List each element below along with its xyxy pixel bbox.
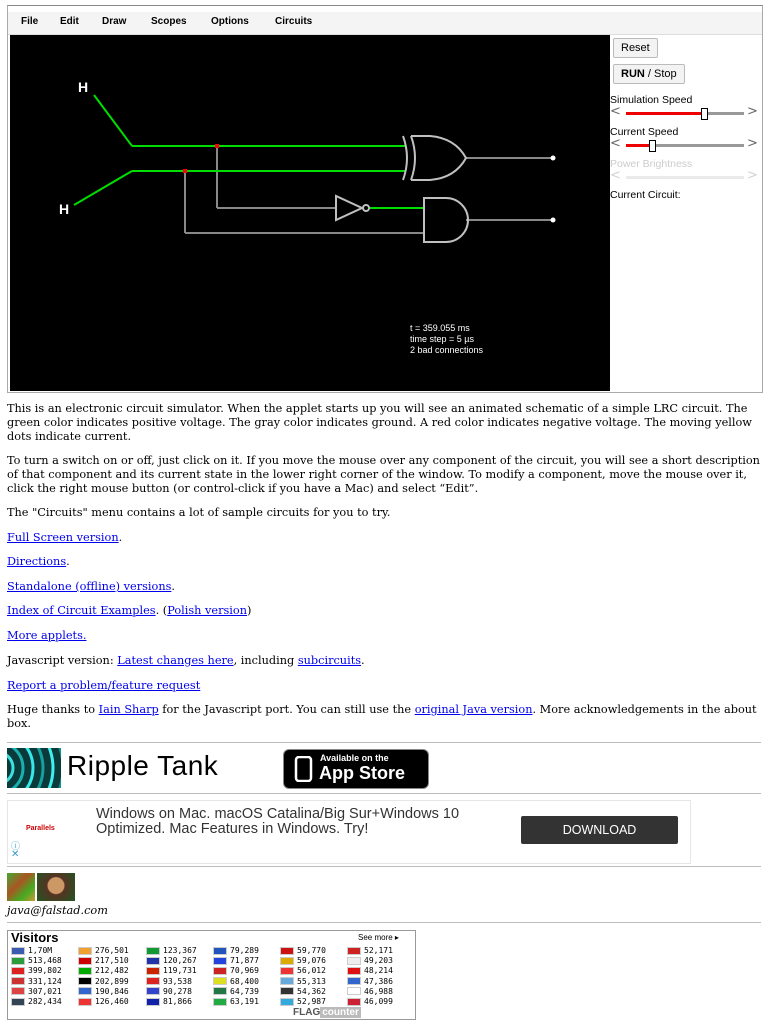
visitor-count: 123,367 (163, 946, 197, 955)
output-terminal[interactable] (551, 218, 556, 223)
see-more-link[interactable]: See more ▸ (358, 933, 399, 942)
visitor-country-row (213, 987, 259, 996)
xor-gate[interactable] (403, 136, 466, 180)
standalone-link[interactable]: Standalone (offline) versions (7, 580, 172, 593)
control-sidebar (610, 35, 762, 391)
visitor-count: 119,731 (163, 966, 197, 976)
visitor-count: 54,362 (297, 986, 326, 996)
visitor-count: 52,987 (297, 997, 326, 1006)
current-speed-label: Current Speed (610, 126, 679, 138)
visitor-count: 126,460 (95, 997, 129, 1006)
visitor-country-row (347, 987, 393, 996)
original-java-link[interactable]: original Java version (414, 703, 533, 716)
visitor-country-row (78, 946, 129, 955)
including-text: , including (233, 654, 298, 667)
menu-bar (8, 12, 762, 35)
thanks-prefix: Huge thanks to (7, 703, 99, 716)
visitor-country-row (280, 997, 326, 1006)
country-flag-icon (11, 977, 25, 985)
visitor-country-row (78, 956, 129, 965)
visitor-country-row (146, 956, 197, 965)
high-voltage-wires (74, 95, 424, 208)
more-applets-link[interactable]: More applets. (7, 629, 87, 642)
visitor-country-row (213, 946, 259, 955)
visitor-count: 331,124 (28, 976, 62, 986)
contact-email: java@falstad.com (7, 904, 108, 917)
directions-line: Directions. (7, 555, 70, 568)
visitor-count: 56,012 (297, 966, 326, 976)
country-flag-icon (11, 967, 25, 975)
menu-draw[interactable]: Draw (102, 16, 127, 27)
country-flag-icon (347, 957, 361, 965)
visitor-country-row (213, 966, 259, 975)
country-flag-icon (78, 977, 92, 985)
thanks-paragraph (7, 703, 762, 731)
country-flag-icon (213, 987, 227, 995)
visitor-country-row (11, 997, 62, 1006)
visitor-country-row (347, 977, 393, 986)
country-flag-icon (213, 957, 227, 965)
ground-wires (185, 146, 553, 233)
visitor-country-row (11, 956, 62, 965)
ripple-tank-logo-icon[interactable] (7, 748, 61, 788)
simulation-speed-slider[interactable] (610, 104, 758, 120)
standalone-line: Standalone (offline) versions. (7, 580, 175, 593)
reset-button[interactable]: Reset (613, 38, 658, 58)
time-readout: t = 359.055 ms (410, 323, 470, 333)
ad-close-icon[interactable]: ✕ (11, 849, 20, 860)
country-flag-icon (78, 998, 92, 1006)
visitor-country-row (146, 987, 192, 996)
divider (7, 742, 761, 743)
visitor-count: 48,214 (364, 966, 393, 976)
country-flag-icon (11, 957, 25, 965)
visitor-count: 217,510 (95, 956, 129, 966)
visitor-country-row (347, 946, 393, 955)
country-flag-icon (146, 998, 160, 1006)
slider-knob[interactable] (701, 108, 708, 120)
visitor-country-row (78, 997, 129, 1006)
visitor-country-row (213, 977, 259, 986)
visitor-count: 59,770 (297, 946, 326, 955)
power-brightness-label: Power Brightness (610, 158, 693, 170)
visitor-count: 52,171 (364, 946, 393, 955)
visitor-country-row (146, 946, 197, 955)
country-flag-icon (78, 987, 92, 995)
circuit-schematic[interactable] (10, 35, 610, 391)
visitor-country-row (11, 977, 62, 986)
menu-file[interactable]: File (21, 16, 39, 27)
slider-knob[interactable] (649, 140, 656, 152)
visitor-country-row (213, 997, 259, 1006)
visitor-count: 202,899 (95, 976, 129, 986)
latest-changes-link[interactable]: Latest changes here (117, 654, 234, 667)
visitor-count: 513,468 (28, 956, 62, 966)
country-flag-icon (280, 957, 294, 965)
visitor-count: 399,802 (28, 966, 62, 976)
visitor-count: 120,267 (163, 956, 197, 966)
country-flag-icon (347, 987, 361, 995)
usage-paragraph: To turn a switch on or off, just click on it. If you move the mouse over any component of the circuit, you will see a short description of that component and its current state in the lower right corner of the window. To modify a component, move the mouse over it, click the right mouse button (or control-click if you have a Mac) and select “Edit”. (7, 454, 760, 495)
country-flag-icon (280, 987, 294, 995)
visitor-count: 64,739 (230, 986, 259, 996)
slider-right-arrow-icon[interactable]: > (747, 104, 758, 119)
visitor-country-row (146, 977, 192, 986)
and-gate[interactable] (424, 198, 468, 242)
flag-counter-logo-b: counter (322, 1007, 359, 1018)
circuit-applet (7, 5, 763, 393)
visitors-title: Visitors (11, 930, 59, 945)
subcircuits-link[interactable]: subcircuits (297, 654, 362, 667)
country-flag-icon (280, 967, 294, 975)
visitor-country-row (146, 997, 192, 1006)
full-screen-link[interactable]: Full Screen version (7, 531, 119, 544)
visitor-count: 90,278 (163, 986, 192, 996)
visitor-count: 276,501 (95, 946, 129, 955)
menu-options[interactable]: Options (211, 16, 249, 27)
report-line (7, 679, 762, 693)
input-switch-label[interactable]: H (59, 201, 70, 217)
iain-sharp-link[interactable]: Iain Sharp (98, 703, 159, 716)
not-gate[interactable] (336, 196, 369, 220)
flag-counter-logo[interactable] (293, 1007, 361, 1018)
app-store-badge[interactable] (283, 749, 429, 789)
divider (7, 922, 761, 923)
visitor-country-row (347, 966, 393, 975)
current-speed-slider[interactable] (610, 136, 758, 152)
country-flag-icon (146, 957, 160, 965)
more-applets-line (7, 629, 762, 643)
flag-counter-logo-a: FLAG (293, 1007, 321, 1018)
junction-post (183, 169, 187, 173)
slider-left-arrow-icon[interactable]: < (610, 136, 621, 151)
slider-right-arrow-icon: > (747, 168, 758, 183)
country-flag-icon (78, 947, 92, 955)
junction-post (215, 144, 219, 148)
app-store-small-text: Available on the (320, 753, 389, 763)
country-flag-icon (280, 977, 294, 985)
output-terminal[interactable] (551, 156, 556, 161)
visitor-country-row (347, 997, 393, 1006)
avatar (7, 873, 35, 901)
country-flag-icon (347, 977, 361, 985)
menu-edit[interactable]: Edit (60, 16, 79, 27)
ripple-tank-promo[interactable] (7, 747, 467, 789)
visitor-country-row (11, 966, 62, 975)
visitor-count: 81,866 (163, 997, 192, 1006)
country-flag-icon (11, 987, 25, 995)
visitor-country-row (78, 987, 129, 996)
current-circuit-label: Current Circuit: (610, 189, 681, 201)
visitor-count: 55,313 (297, 976, 326, 986)
visitor-country-row (11, 946, 52, 955)
advertisement[interactable] (7, 800, 691, 864)
thanks-end: . More acknowledgements in the about box. (7, 703, 757, 730)
country-flag-icon (213, 947, 227, 955)
visitor-country-row (213, 956, 259, 965)
country-flag-icon (280, 947, 294, 955)
visitor-country-row (280, 987, 326, 996)
full-screen-line: Full Screen version. (7, 531, 123, 544)
index-link[interactable]: Index of Circuit Examples (7, 604, 156, 617)
country-flag-icon (11, 947, 25, 955)
visitor-count: 59,076 (297, 956, 326, 966)
visitor-country-row (78, 977, 129, 986)
country-flag-icon (78, 957, 92, 965)
country-flag-icon (213, 977, 227, 985)
divider (7, 793, 761, 794)
visitor-count: 46,099 (364, 997, 393, 1006)
country-flag-icon (146, 987, 160, 995)
divider (7, 866, 761, 867)
visitor-count: 46,988 (364, 986, 393, 996)
visitor-count: 93,538 (163, 976, 192, 986)
js-prefix: Javascript version: (7, 654, 118, 667)
visitor-count: 71,877 (230, 956, 259, 966)
visitor-count: 307,021 (28, 986, 62, 996)
visitor-country-row (11, 987, 62, 996)
circuits-menu-paragraph: The "Circuits" menu contains a lot of sample circuits for you to try. (7, 506, 391, 519)
ad-info-icon[interactable]: ⓘ (11, 841, 21, 851)
slider-left-arrow-icon[interactable]: < (610, 104, 621, 119)
visitor-count: 68,400 (230, 976, 259, 986)
phone-icon (294, 756, 314, 782)
menu-scopes[interactable]: Scopes (151, 16, 187, 27)
country-flag-icon (146, 947, 160, 955)
country-flag-icon (347, 947, 361, 955)
stop-label: / Stop (644, 68, 677, 80)
app-store-big-text: App Store (319, 763, 406, 783)
report-link[interactable]: Report a problem/feature request (7, 679, 201, 692)
visitor-country-row (146, 966, 197, 975)
visitor-count: 190,846 (95, 986, 129, 996)
ad-text[interactable]: Windows on Mac. macOS Catalina/Big Sur+Windows 10 Optimized. Mac Features in Windows. Try! (96, 806, 460, 837)
ad-brand-logo[interactable]: Parallels (26, 825, 55, 832)
country-flag-icon (280, 998, 294, 1006)
visitor-count: 282,434 (28, 997, 62, 1006)
avatar (37, 873, 75, 901)
visitor-country-row (347, 956, 393, 965)
intro-paragraph: This is an electronic circuit simulator. When the applet starts up you will see an animated schematic of a simple LRC circuit. The green color indicates positive voltage. The gray color indicates ground. A red color indicates negative voltage. The moving yellow dots indicate current. (7, 402, 752, 443)
slider-right-arrow-icon[interactable]: > (747, 136, 758, 151)
simulation-speed-label: Simulation Speed (610, 94, 693, 106)
polish-link[interactable]: Polish version (167, 604, 247, 617)
index-line: Index of Circuit Examples. (Polish version) (7, 604, 252, 617)
country-flag-icon (78, 967, 92, 975)
visitor-country-row (280, 946, 326, 955)
run-stop-button[interactable] (613, 64, 685, 84)
bad-connections-readout: 2 bad connections (410, 345, 484, 355)
circuit-canvas[interactable] (10, 35, 610, 391)
visitor-count: 47,386 (364, 976, 393, 986)
see-more-text: See more (358, 933, 393, 942)
country-flag-icon (146, 977, 160, 985)
time-step-readout: time step = 5 µs (410, 334, 474, 344)
run-label: RUN (621, 68, 645, 80)
visitor-country-row (78, 966, 129, 975)
visitor-country-row (280, 966, 326, 975)
country-flag-icon (347, 967, 361, 975)
visitor-count: 1,70M (28, 946, 53, 955)
country-flag-icon (146, 967, 160, 975)
country-flag-icon (347, 998, 361, 1006)
visitor-country-row (280, 977, 326, 986)
country-flag-icon (213, 998, 227, 1006)
input-switch-label[interactable]: H (78, 79, 89, 95)
country-flag-icon (213, 967, 227, 975)
slider-left-arrow-icon: < (610, 168, 621, 183)
javascript-line: Javascript version: Latest changes here, including subcircuits. (7, 654, 365, 667)
visitor-count: 49,203 (364, 956, 393, 966)
menu-circuits[interactable]: Circuits (275, 16, 313, 27)
ripple-tank-title[interactable]: Ripple Tank (67, 750, 219, 781)
thanks-mid: for the Javascript port. You can still use the (158, 703, 415, 716)
visitor-country-row (280, 956, 326, 965)
ad-download-button[interactable]: DOWNLOAD (521, 816, 678, 844)
directions-link[interactable]: Directions (7, 555, 67, 568)
visitor-count: 70,969 (230, 966, 259, 976)
flag-counter-widget[interactable] (7, 930, 416, 1020)
visitor-count: 63,191 (230, 997, 259, 1006)
power-brightness-slider (610, 168, 758, 184)
visitor-count: 212,482 (95, 966, 129, 976)
country-flag-icon (11, 998, 25, 1006)
visitor-count: 79,289 (230, 946, 259, 955)
